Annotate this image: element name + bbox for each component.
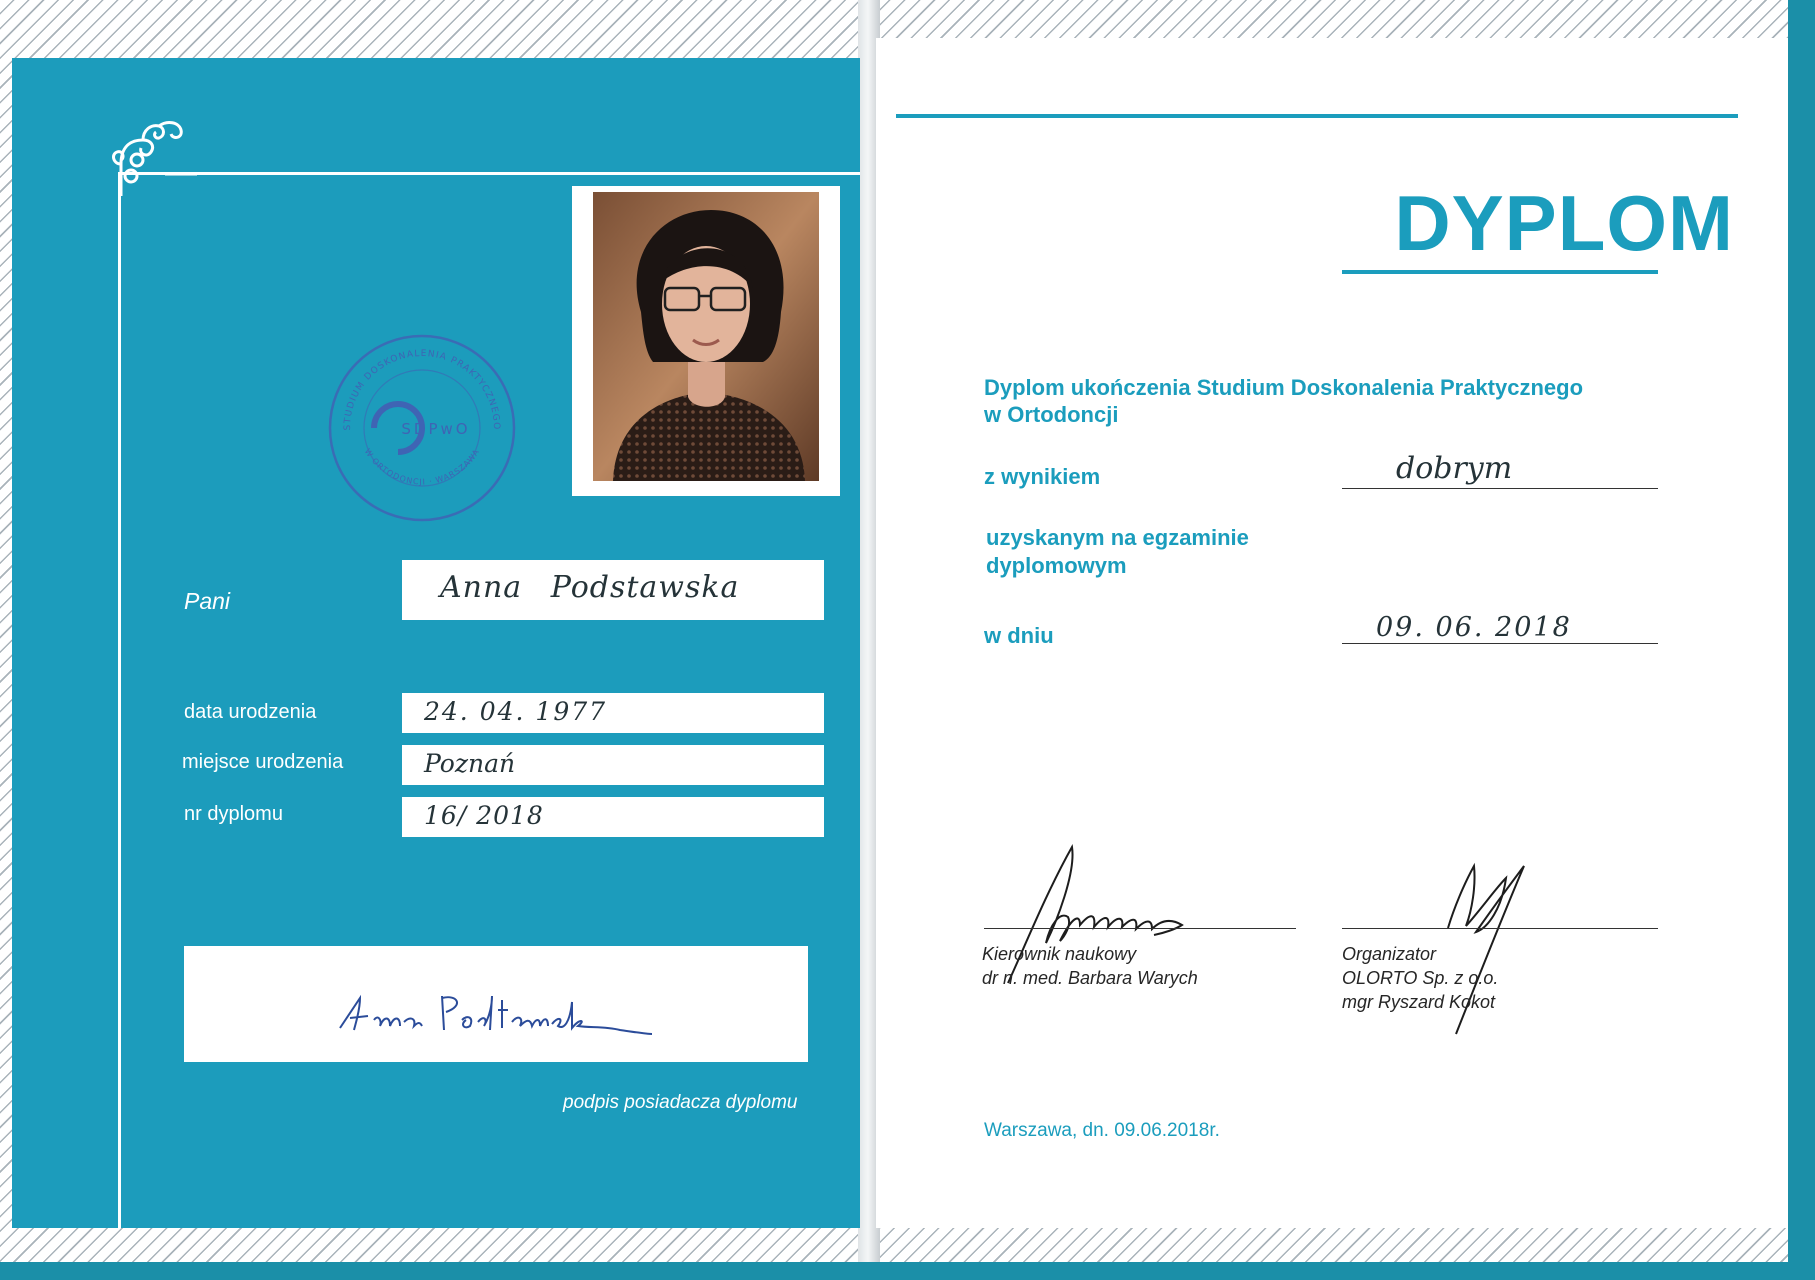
- birth-place-field: [402, 745, 824, 785]
- label-z-wynikiem: z wynikiem: [984, 464, 1101, 489]
- portrait-photo-frame: [572, 186, 840, 496]
- frame-line-top: [118, 172, 860, 175]
- label-w-dniu: w dniu: [984, 623, 1054, 648]
- name-field: [402, 560, 824, 620]
- frame-line-left: [118, 172, 121, 1228]
- cover-bottom-edge: [0, 1262, 1815, 1280]
- svg-text:W ORTODONCJI · WARSZAWA: [363, 447, 482, 486]
- description-line-2: w Ortodoncji: [984, 402, 1119, 427]
- signatory-1-role: Kierownik naukowy: [982, 944, 1137, 964]
- label-uzyskanym-line-1: uzyskanym na egzaminie: [986, 525, 1249, 550]
- stamp-center-text: SDPwO: [401, 420, 471, 438]
- signature-line-2: [1342, 928, 1658, 929]
- place-and-date: Warszawa, dn. 09.06.2018r.: [984, 1120, 1220, 1141]
- result-value: dobrym: [1396, 451, 1513, 486]
- left-page-panel: [12, 58, 860, 1228]
- diploma-title: DYPLOM: [1394, 179, 1734, 267]
- corner-ornament-icon: [107, 112, 197, 202]
- label-miejsce-urodzenia: miejsce urodzenia: [182, 751, 344, 773]
- result-line: [1342, 488, 1658, 489]
- organizer-signature-icon: [1436, 848, 1606, 1048]
- name-value: Anna Podstawska: [440, 570, 740, 605]
- signatory-1-name: dr n. med. Barbara Warych: [982, 968, 1198, 988]
- birth-place-value: Poznań: [424, 749, 516, 778]
- signature-line-1: [984, 928, 1296, 929]
- description-line-1: Dyplom ukończenia Studium Doskonalenia Praktycznego: [984, 375, 1584, 400]
- label-uzyskanym-line-2: dyplomowym: [986, 553, 1127, 578]
- organization-stamp: [324, 330, 520, 526]
- birth-date-value: 24. 04. 1977: [424, 697, 608, 726]
- label-data-urodzenia: data urodzenia: [184, 701, 317, 723]
- holder-signature-icon: [334, 976, 654, 1046]
- signatory-2-role: Organizator: [1342, 944, 1437, 964]
- exam-date-line: [1342, 643, 1658, 644]
- title-underline: [1342, 270, 1658, 274]
- birth-date-field: [402, 693, 824, 733]
- label-podpis-posiadacza: podpis posiadacza dyplomu: [563, 1092, 798, 1113]
- exam-date-value: 09. 06. 2018: [1376, 612, 1572, 643]
- stamp-top-text: STUDIUM DOSKONALENIA PRAKTYCZNEGO: [342, 348, 502, 431]
- top-rule: [896, 114, 1738, 118]
- signatory-2-company: OLORTO Sp. z o.o.: [1342, 968, 1499, 988]
- signatory-2-name: mgr Ryszard Kokot: [1342, 992, 1496, 1012]
- portrait-photo: [593, 192, 819, 481]
- cover-edge: [1788, 0, 1815, 1280]
- right-page: [876, 38, 1788, 1228]
- holder-signature-box: [184, 946, 808, 1062]
- diploma-number-field: [402, 797, 824, 837]
- stamp-bottom-text: W ORTODONCJI · WARSZAWA: [362, 447, 482, 487]
- diploma-number-value: 16/ 2018: [424, 801, 544, 830]
- label-pani: Pani: [184, 588, 231, 614]
- label-nr-dyplomu: nr dyplomu: [184, 803, 283, 825]
